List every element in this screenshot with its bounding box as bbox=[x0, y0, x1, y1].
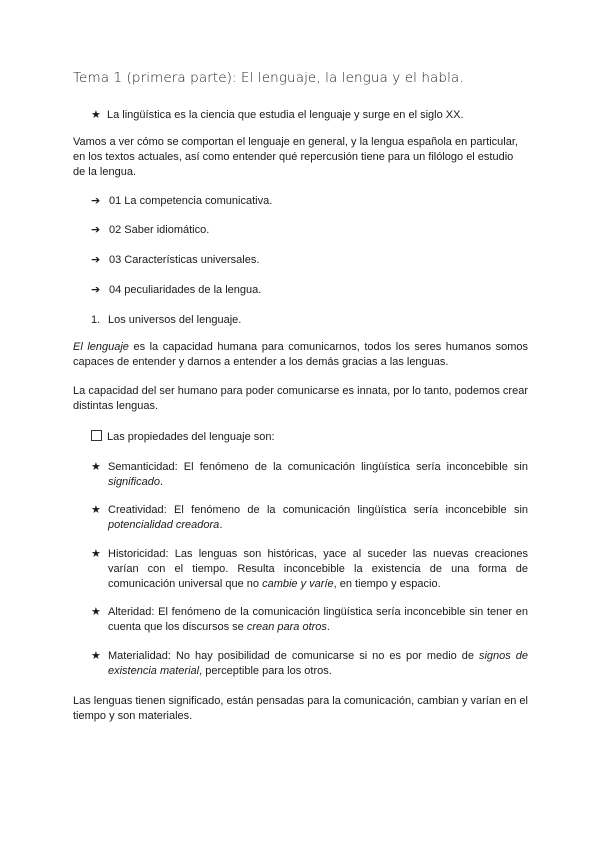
arrow-right-icon: ➔ bbox=[91, 284, 101, 296]
property-text-end: , en tiempo y espacio. bbox=[333, 578, 441, 590]
list-item bbox=[91, 223, 209, 238]
property-alteridad bbox=[108, 605, 528, 635]
lenguaje-def-text: es la capacidad humana para comunicarnos, todos los seres humanos somos capaces de entender y darnos a entender a los demás gracias a las lenguas. bbox=[73, 341, 529, 368]
arrow-right-icon: ➔ bbox=[91, 195, 101, 207]
property-text-end: . bbox=[159, 476, 164, 488]
star-icon: ★ bbox=[91, 504, 101, 516]
star-icon: ★ bbox=[91, 109, 101, 121]
list-item-text: 04 peculiaridades de la lengua. bbox=[109, 284, 262, 296]
properties-checklist-item bbox=[91, 430, 275, 445]
property-materialidad bbox=[108, 649, 528, 679]
property-text: Alteridad: El fenómeno de la comunicación lingüística sería inconcebible sin tener en cuenta que los discursos se bbox=[108, 606, 528, 633]
lenguaje-definition bbox=[73, 340, 528, 370]
property-semanticidad bbox=[108, 460, 528, 490]
property-text-end: . bbox=[219, 519, 223, 531]
property-emphasis: crean para otros bbox=[246, 621, 327, 633]
property-text: Materialidad: No hay posibilidad de comunicarse si no es por medio de bbox=[108, 650, 479, 662]
arrow-right-icon: ➔ bbox=[91, 254, 101, 266]
property-emphasis: signos de existencia material bbox=[108, 650, 528, 677]
list-item-text: 02 Saber idiomático. bbox=[109, 224, 210, 236]
property-text: Historicidad: Las lenguas son históricas, yace al suceder las nuevas creaciones varían con el tiempo. Resulta inconcebible la existencia de una forma de comunicación universal que no bbox=[108, 548, 528, 590]
numbered-item-text: Los universos del lenguaje. bbox=[108, 314, 242, 326]
list-item bbox=[91, 253, 259, 268]
capacity-paragraph: La capacidad del ser humano para poder comunicarse es innata, por lo tanto, podemos crear distintas lenguas. bbox=[73, 385, 528, 412]
property-text-end: , perceptible para los otros. bbox=[199, 665, 332, 677]
checkbox-label: Las propiedades del lenguaje son: bbox=[107, 431, 275, 443]
star-icon: ★ bbox=[91, 606, 101, 618]
list-item bbox=[91, 283, 261, 298]
property-text: Semanticidad: El fenómeno de la comunicación lingüística sería inconcebible sin bbox=[108, 461, 528, 473]
property-text: Creatividad: El fenómeno de la comunicación lingüística sería inconcebible sin bbox=[108, 504, 528, 516]
list-item bbox=[91, 194, 272, 209]
property-emphasis: significado bbox=[108, 476, 160, 488]
intro-bullet bbox=[91, 108, 464, 123]
property-emphasis: cambie y varíe bbox=[262, 578, 334, 590]
intro-paragraph: Vamos a ver cómo se comportan el lenguaje en general, y la lengua española en particular, en los textos actuales, así como entender qué repercusión tiene para un filólogo el estudio de la lengua. bbox=[73, 136, 518, 178]
property-historicidad bbox=[108, 547, 528, 592]
closing-paragraph: Las lenguas tienen significado, están pensadas para la comunicación, cambian y varían en el tiempo y son materiales. bbox=[73, 695, 528, 722]
property-emphasis: potencialidad creadora bbox=[108, 519, 220, 531]
checkbox[interactable] bbox=[91, 430, 102, 441]
page-title: Tema 1 (primera parte): El lenguaje, la lengua y el habla. bbox=[73, 70, 464, 86]
star-icon: ★ bbox=[91, 548, 101, 560]
arrow-right-icon: ➔ bbox=[91, 224, 101, 236]
list-item-text: 01 La competencia comunicativa. bbox=[109, 195, 273, 207]
numbered-item-number: 1. bbox=[91, 314, 101, 326]
intro-bullet-text: La lingüística es la ciencia que estudia el lenguaje y surge en el siglo XX. bbox=[107, 109, 464, 121]
property-creatividad bbox=[108, 503, 528, 533]
star-icon: ★ bbox=[91, 650, 101, 662]
list-item-text: 03 Características universales. bbox=[109, 254, 260, 266]
lenguaje-term: El lenguaje bbox=[73, 341, 129, 353]
property-text-end: . bbox=[326, 621, 330, 633]
numbered-item bbox=[91, 313, 241, 328]
star-icon: ★ bbox=[91, 461, 101, 473]
